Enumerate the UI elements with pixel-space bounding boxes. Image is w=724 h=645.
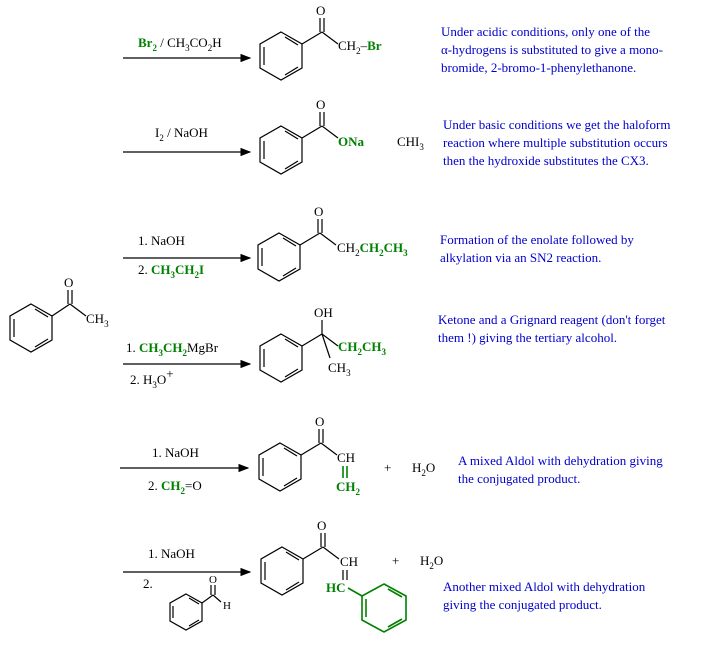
note-aldol-benzaldehyde: [443, 578, 645, 614]
reaction-2: [123, 97, 424, 174]
carbonyl-oxygen: O: [317, 518, 327, 533]
note-line: them !) giving the tertiary alcohol.: [438, 330, 618, 345]
methyl-label: $CH_3$: [328, 360, 351, 378]
note-line: Another mixed Aldol with dehydration: [443, 579, 646, 594]
carbonyl-oxygen: O: [316, 3, 326, 18]
reagent-step-1: 1. NaOH: [152, 445, 199, 460]
note-line: the conjugated product.: [458, 471, 581, 486]
reagent-step-2: 2. $H_3O+$: [130, 366, 174, 390]
aldehyde-oxygen: O: [209, 574, 217, 586]
vinyl-ch-label: CH: [340, 554, 359, 569]
reagent-step-1: 1. NaOH: [148, 546, 195, 561]
butyl-chain-label: $CH_2^{CH}_2^{CH}_3$: [337, 240, 408, 258]
methyl-label: $CH_3$: [86, 311, 109, 329]
note-line: Under basic conditions we get the haloform: [443, 117, 671, 132]
note-line: Formation of the enolate followed by: [440, 232, 634, 247]
reagent-step-1: 1. $CH_3^{CH}_2^{MgBr}$: [126, 340, 219, 358]
reaction-5: [120, 414, 435, 497]
plus-sign: +: [392, 553, 400, 568]
reaction-4: [123, 305, 387, 390]
note-line: Under acidic conditions, only one of the: [441, 24, 651, 39]
carbonyl-oxygen: O: [64, 275, 74, 290]
note-acidic-bromination: [441, 23, 663, 77]
propyl-chain-label: $CH_2^{CH}_3$: [338, 339, 386, 357]
carbonyl-oxygen: O: [316, 97, 326, 112]
reagent-step-2: 2. $CH_3^{CH}_2^I$: [138, 262, 205, 280]
reagent-step-1: 1. NaOH: [138, 233, 185, 248]
reagent-label: $Br_2$ $^{/ CH}_3^{CO}_2^H$: [138, 35, 222, 53]
note-aldol-formaldehyde: [458, 452, 663, 488]
iodoform-label: $CHI_3$: [397, 134, 424, 152]
aldehyde-hydrogen: H: [223, 600, 231, 612]
reaction-1: [123, 3, 382, 80]
bromomethyl-label: $CH_2^-Br$: [338, 38, 382, 56]
note-enolate-alkylation: [440, 231, 634, 267]
sodium-carboxylate-label: ONa: [338, 134, 364, 149]
reagent-step-2: 2. $CH_2^{=O}$: [148, 478, 202, 496]
reagent-step-2: 2.: [143, 576, 153, 591]
note-grignard: [438, 311, 665, 347]
plus-sign: +: [384, 460, 392, 475]
vinyl-ch-label: CH: [337, 450, 356, 465]
note-line: giving the conjugated product.: [443, 597, 602, 612]
note-haloform: [443, 116, 670, 170]
note-line: Ketone and a Grignard reagent (don't forget: [438, 312, 666, 327]
acetophenone-starting-material: [10, 275, 109, 352]
water-label: $H_2O$: [412, 460, 436, 478]
note-line: alkylation via an SN2 reaction.: [440, 250, 602, 265]
carbonyl-oxygen: O: [314, 204, 324, 219]
note-line: reaction where multiple substitution occurs: [443, 135, 668, 150]
note-line: then the hydroxide substitutes the CX3.: [443, 153, 649, 168]
reagent-label: $I_2$ / NaOH: [155, 125, 208, 143]
vinyl-ch2-label: $CH_2$: [336, 479, 360, 497]
reaction-3: [123, 204, 408, 281]
note-line: A mixed Aldol with dehydration giving: [458, 453, 663, 468]
reaction-6: [123, 518, 443, 632]
vinyl-hc-label: HC: [326, 580, 346, 595]
carbonyl-oxygen: O: [315, 414, 325, 429]
note-line: α-hydrogens is substituted to give a mono-: [441, 42, 664, 57]
note-line: bromide, 2-bromo-1-phenylethanone.: [441, 60, 637, 75]
water-label: $H_2O$: [420, 553, 444, 571]
hydroxyl-label: OH: [314, 305, 333, 320]
